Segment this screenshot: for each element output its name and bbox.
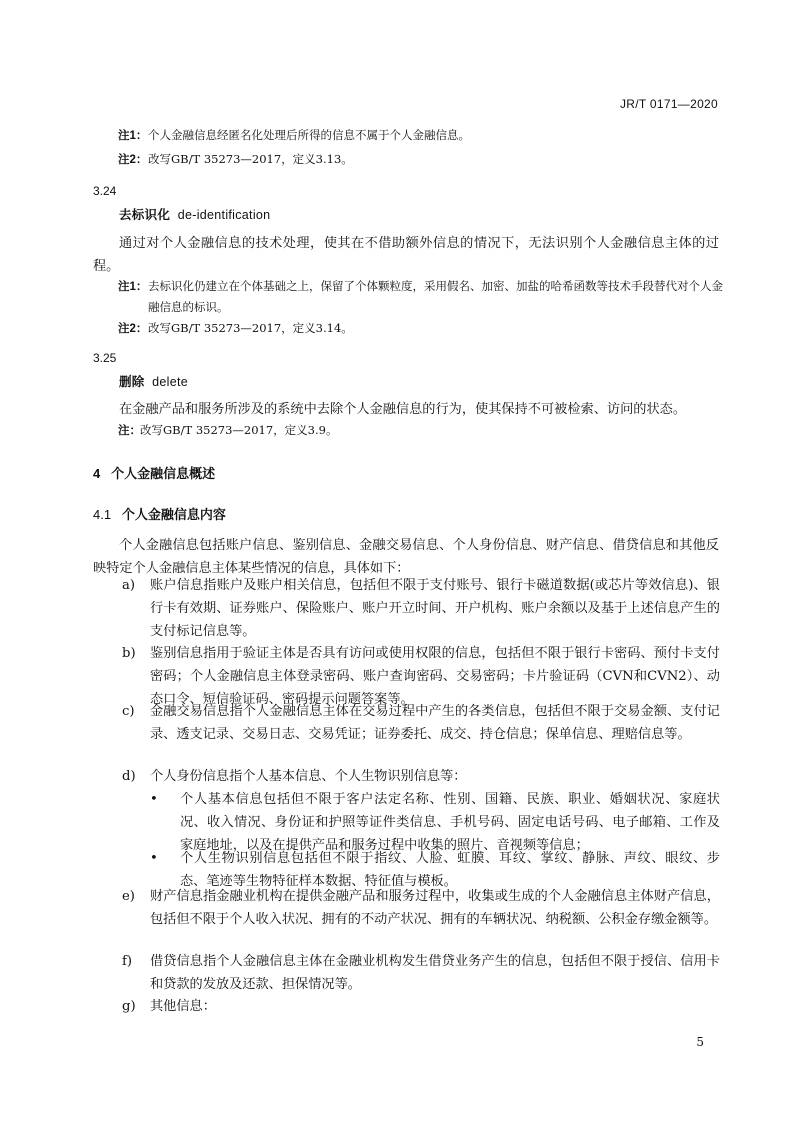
list-marker: e) [122, 889, 135, 904]
list-item-text: 财产信息指金融业机构在提供金融产品和服务过程中，收集或生成的个人金融信息主体财产信息，包括但不限于个人收入状况、拥有的不动产状况、拥有的车辆状况、纳税额、公积金存缴金额等。 [150, 889, 720, 927]
note-text: 个人金融信息经匿名化处理后所得的信息不属于个人金融信息。 [148, 128, 470, 142]
list-item-a [122, 574, 720, 643]
list-marker: c) [122, 704, 135, 719]
bullet-text: 个人基本信息包括但不限于客户法定名称、性别、国籍、民族、职业、婚姻状况、家庭状况、收入情况、身份证和护照等证件类信息、手机号码、固定电话号码、电子邮箱、工作及家庭地址，以及在提供产品和服务过程中收集的照片、音视频等信息； [180, 792, 720, 853]
list-item-text: 其他信息： [150, 999, 216, 1014]
term-de-identification [119, 205, 270, 223]
note-label: 注1： [118, 281, 148, 293]
list-marker: d) [122, 769, 136, 784]
page-number: 5 [696, 1035, 704, 1049]
note-text: 改写GB/T 35273—2017，定义3.9。 [140, 423, 338, 437]
bullet-marker: • [150, 792, 158, 807]
term-delete [119, 372, 188, 390]
document-code: JR/T 0171—2020 [619, 97, 718, 111]
note-label: 注1： [118, 130, 148, 142]
note-label: 注2： [118, 323, 148, 335]
list-item-text: 个人身份信息指个人基本信息、个人生物识别信息等： [150, 769, 467, 784]
note-label: 注： [118, 425, 141, 437]
section-4-1-intro: 个人金融信息包括账户信息、鉴别信息、金融交易信息、个人身份信息、财产信息、借贷信息和其他反映特定个人金融信息主体某些情况的信息，具体如下： [93, 538, 719, 576]
list-item-text: 鉴别信息指用于验证主体是否具有访问或使用权限的信息，包括但不限于银行卡密码、预付卡支付密码；个人金融信息主体登录密码、账户查询密码、交易密码；卡片验证码（CVN和CVN2）、动态口令、短信验证码、密码提示问题答案等。 [150, 646, 720, 707]
list-item-f [122, 950, 720, 996]
list-item-d [122, 765, 720, 788]
section-number-3-24: 3.24 [93, 184, 117, 198]
note-3-25 [118, 420, 338, 442]
term-zh: 删除 [119, 375, 145, 389]
section-number-3-25: 3.25 [93, 351, 117, 365]
term-en: delete [152, 375, 189, 389]
section-number: 4.1 [93, 507, 112, 522]
note-3-24-2 [118, 318, 353, 340]
definition-3-24: 通过对个人金融信息的技术处理，使其在不借助额外信息的情况下，无法识别个人金融信息主体的过程。 [93, 236, 719, 274]
chapter-number: 4 [93, 466, 101, 481]
note-text: 改写GB/T 35273—2017，定义3.13。 [148, 152, 353, 166]
list-item-c [122, 700, 720, 746]
note-label: 注2： [118, 154, 148, 166]
chapter-title: 个人金融信息概述 [111, 466, 216, 481]
note-3-24-1 [118, 276, 723, 314]
term-en: de-identification [177, 208, 271, 222]
list-item-text: 账户信息指账户及账户相关信息，包括但不限于支付账号、银行卡磁道数据(或芯片等效信息)、银行卡有效期、证券账户、保险账户、账户开立时间、开户机构、账户余额以及基于上述信息产生的支付标记信息等。 [150, 578, 720, 639]
bullet-marker: • [150, 851, 158, 866]
note-text: 改写GB/T 35273—2017，定义3.14。 [148, 321, 353, 335]
note-text: 去标识化仍建立在个体基础之上，保留了个体颗粒度，采用假名、加密、加盐的哈希函数等技术手段替代对个人金融信息的标识。 [148, 279, 723, 314]
term-zh: 去标识化 [119, 208, 171, 222]
list-item-text: 金融交易信息指个人金融信息主体在交易过程中产生的各类信息，包括但不限于交易金额、支付记录、透支记录、交易日志、交易凭证；证券委托、成交、持仓信息；保单信息、理赔信息等。 [150, 704, 720, 742]
bullet-text: 个人生物识别信息包括但不限于指纹、人脸、虹膜、耳纹、掌纹、静脉、声纹、眼纹、步态、笔迹等生物特征样本数据、特征值与模板。 [180, 851, 720, 889]
note-2 [118, 149, 353, 171]
section-title: 个人金融信息内容 [121, 507, 226, 522]
list-item-text: 借贷信息指个人金融信息主体在金融业机构发生借贷业务产生的信息，包括但不限于授信、信用卡和贷款的发放及还款、担保情况等。 [150, 954, 720, 992]
list-item-e [122, 885, 720, 931]
list-marker: a) [122, 578, 136, 593]
definition-3-25: 在金融产品和服务所涉及的系统中去除个人金融信息的行为，使其保持不可被检索、访问的状态。 [119, 402, 687, 417]
section-heading-4-1 [93, 504, 226, 523]
list-marker: f) [122, 954, 133, 969]
list-marker: g) [122, 999, 136, 1014]
list-item-g [122, 995, 720, 1018]
list-marker: b) [122, 646, 136, 661]
note-1 [118, 125, 470, 147]
chapter-heading-4 [93, 463, 215, 482]
